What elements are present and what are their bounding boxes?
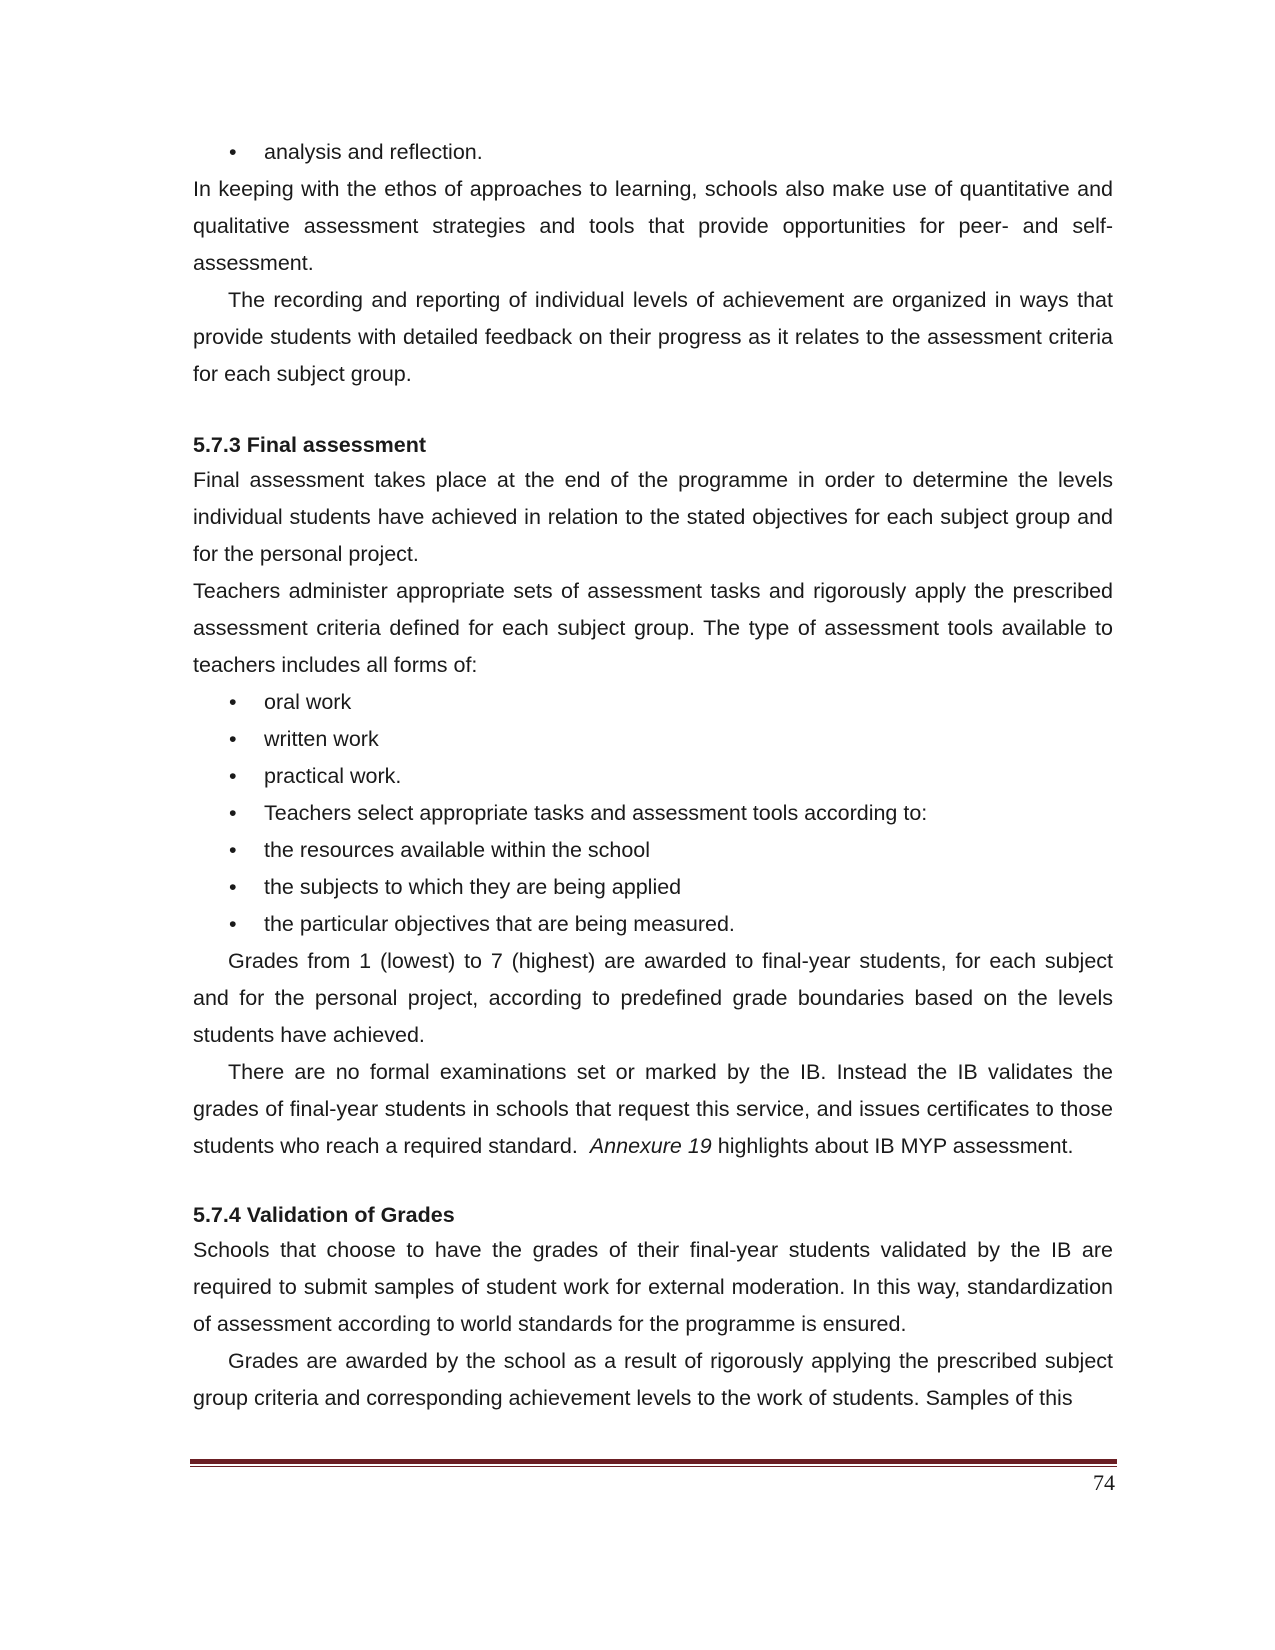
bullet-icon: • — [229, 764, 237, 788]
spacer — [193, 1165, 1113, 1198]
list-item-text: practical work. — [264, 764, 402, 788]
bullet-icon: • — [229, 838, 237, 862]
paragraph: Final assessment takes place at the end of the programme in order to determine the levels individual students have achieved in relation to the stated objectives for each subject group and for the personal project. — [193, 468, 1113, 566]
page-number: 74 — [1093, 1470, 1115, 1495]
paragraph — [193, 1054, 1113, 1165]
bullet-icon: • — [229, 801, 237, 825]
paragraph-text: There are no formal examinations set or marked by the IB. Instead the IB validates the grades of final-year students in schools that request this service, and issues certificates to those students who reach a required standard. — [193, 1060, 1113, 1158]
footer-divider-thin-line — [190, 1466, 1117, 1467]
paragraph: Grades are awarded by the school as a result of rigorously applying the prescribed subject group criteria and corresponding achievement levels to the work of students. Samples of this — [193, 1349, 1113, 1410]
list-item — [193, 684, 1113, 721]
paragraph: Teachers administer appropriate sets of assessment tasks and rigorously apply the prescribed assessment criteria defined for each subject group. The type of assessment tools available to teachers includes all forms of: — [193, 579, 1113, 677]
bullet-icon: • — [229, 140, 237, 164]
list-item — [193, 134, 1113, 171]
paragraph-text: highlights about IB MYP assessment. — [717, 1134, 1074, 1158]
bullet-list-top — [193, 134, 1113, 171]
list-item-text: oral work — [264, 690, 352, 714]
list-item — [193, 721, 1113, 758]
paragraph: Schools that choose to have the grades of their final-year students validated by the IB are required to submit samples of student work for external moderation. In this way, standardization of assessment according to world standards for the programme is ensured. — [193, 1238, 1113, 1336]
list-item-text: the particular objectives that are being measured. — [264, 912, 735, 936]
list-item-text: Teachers select appropriate tasks and assessment tools according to: — [264, 801, 928, 825]
footer-divider — [190, 1459, 1117, 1467]
paragraph: The recording and reporting of individual levels of achievement are organized in ways that provide students with detailed feedback on their progress as it relates to the assessment criteria for each subject group. — [193, 288, 1113, 386]
annexure-reference: Annexure 19 — [589, 1134, 712, 1158]
section-heading-5-7-4: 5.7.4 Validation of Grades — [193, 1203, 455, 1227]
bullet-icon: • — [229, 727, 237, 751]
bullet-icon: • — [229, 690, 237, 714]
section-heading-5-7-3: 5.7.3 Final assessment — [193, 433, 427, 457]
list-item — [193, 869, 1113, 906]
list-item — [193, 832, 1113, 869]
paragraph: In keeping with the ethos of approaches to learning, schools also make use of quantitative and qualitative assessment strategies and tools that provide opportunities for peer- and self-assessment. — [193, 177, 1113, 275]
spacer — [193, 393, 1113, 428]
list-item-text: the resources available within the school — [264, 838, 651, 862]
bullet-icon: • — [229, 912, 237, 936]
footer-divider-thick-line — [190, 1459, 1117, 1464]
list-item-text: the subjects to which they are being applied — [264, 875, 682, 899]
bullet-icon: • — [229, 875, 237, 899]
list-item — [193, 906, 1113, 943]
list-item-text: written work — [264, 727, 379, 751]
list-item — [193, 758, 1113, 795]
document-body — [193, 134, 1113, 1417]
paragraph: Grades from 1 (lowest) to 7 (highest) are awarded to final-year students, for each subject and for the personal project, according to predefined grade boundaries based on the levels students have achieved. — [193, 949, 1113, 1047]
bullet-list-assessment-tools — [193, 684, 1113, 943]
list-item — [193, 795, 1113, 832]
list-item-text: analysis and reflection. — [264, 140, 483, 164]
